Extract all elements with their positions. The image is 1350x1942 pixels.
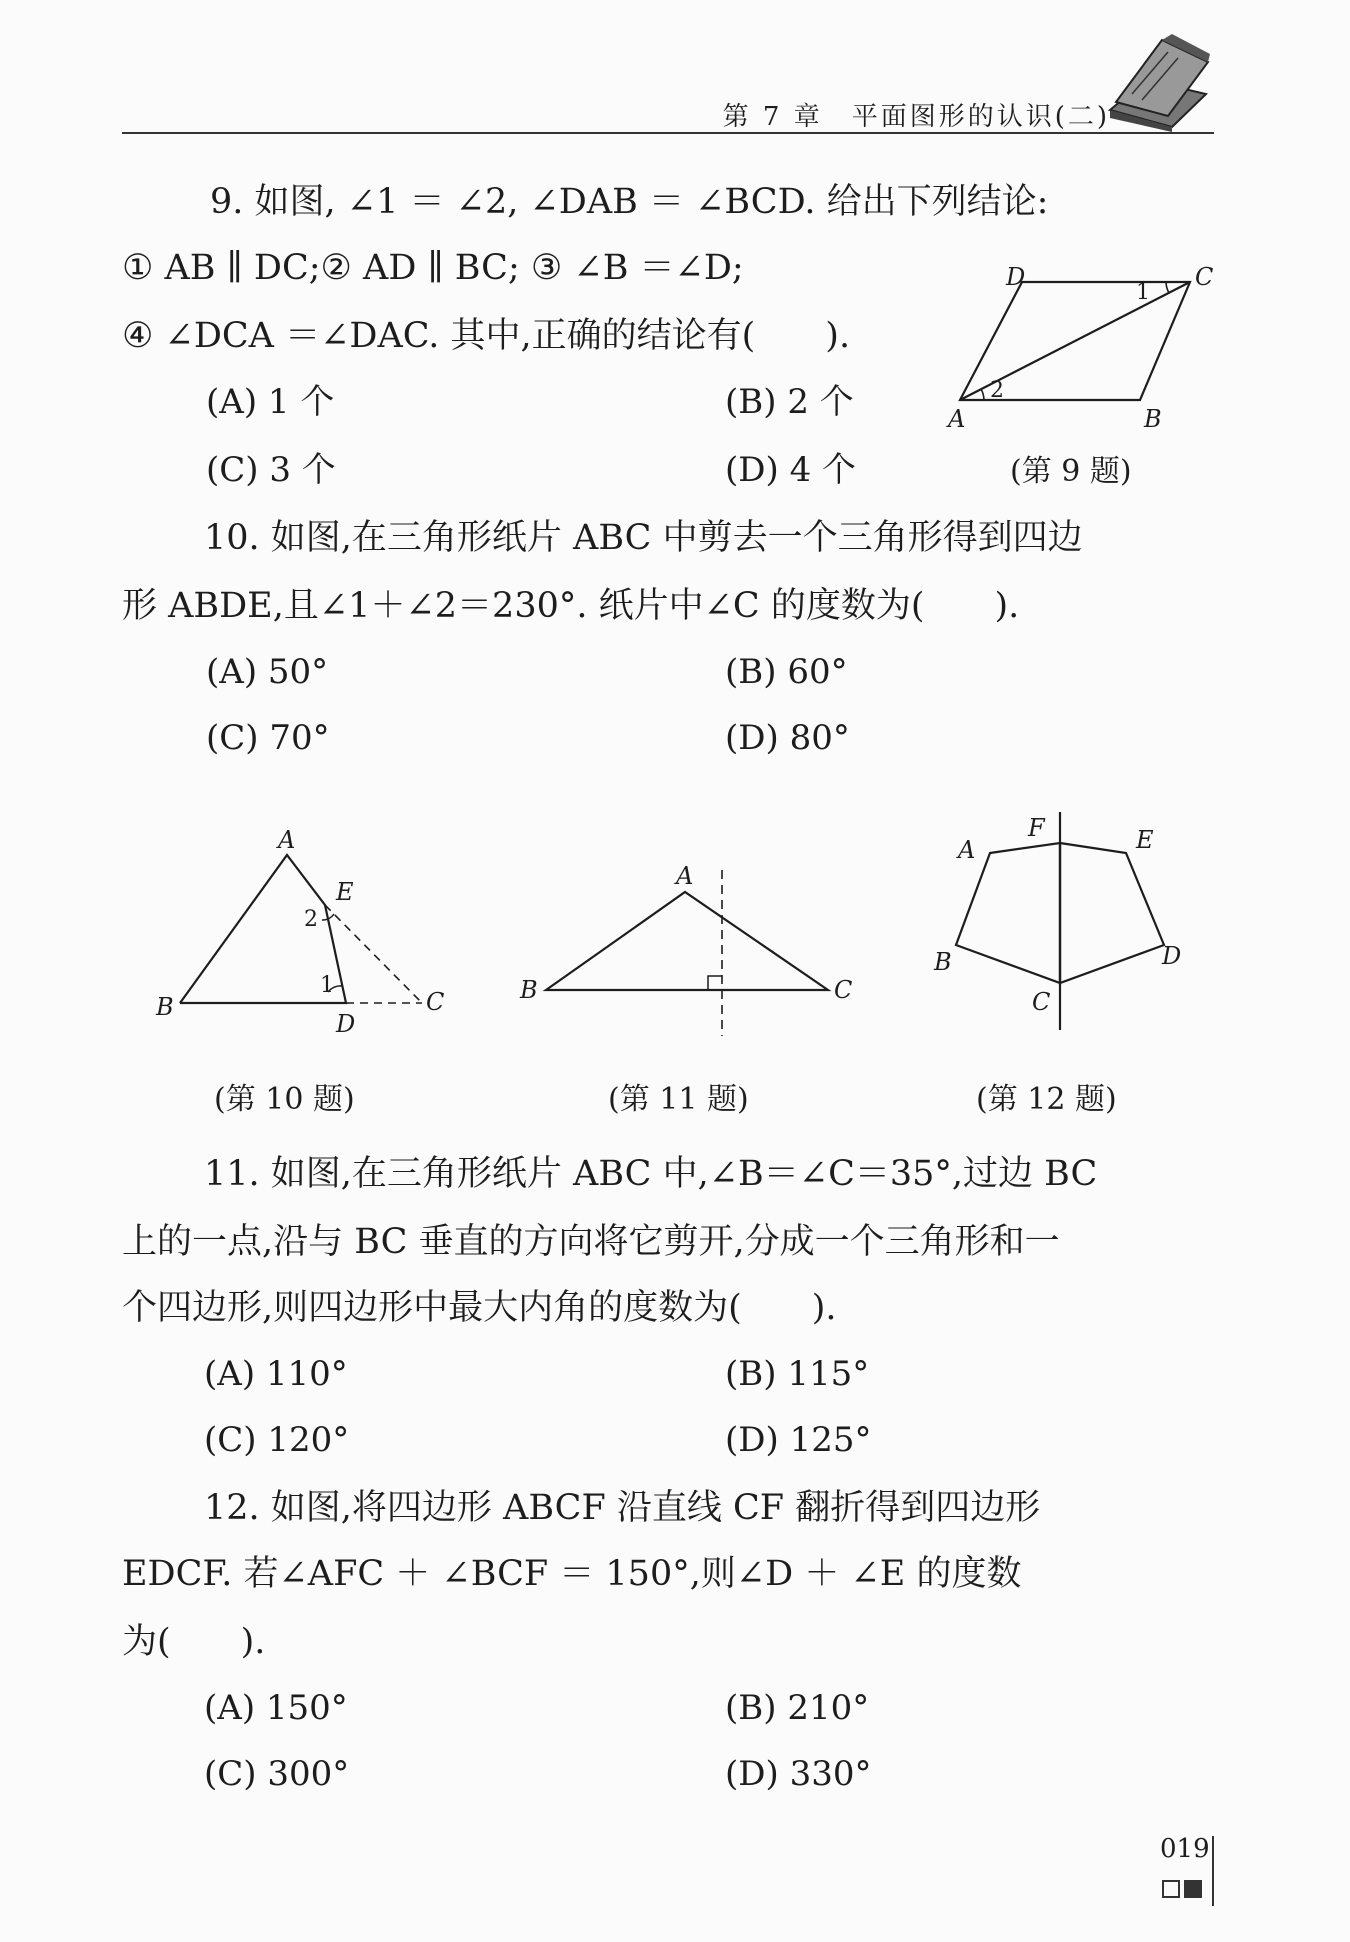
fig10-label-e: E <box>336 878 354 906</box>
q11-figure-caption: (第 11 题) <box>608 1082 749 1117</box>
book-icon <box>1102 32 1212 132</box>
q12-option-a: (A) 150° <box>204 1688 348 1728</box>
fig9-label-a: A <box>948 405 966 433</box>
fig10-angle-2: 2 <box>304 907 318 932</box>
q10-option-c: (C) 70° <box>206 718 330 758</box>
fig11-label-a: A <box>676 862 694 890</box>
fig12-label-a: A <box>958 836 976 864</box>
q11-line2: 上的一点,沿与 BC 垂直的方向将它剪开,分成一个三角形和一 <box>122 1222 1060 1262</box>
q12-line2: EDCF. 若∠AFC ＋ ∠BCF ＝ 150°,则∠D ＋ ∠E 的度数 <box>122 1554 1022 1594</box>
q9-option-c: (C) 3 个 <box>206 450 336 490</box>
q10-line1: 10. 如图,在三角形纸片 ABC 中剪去一个三角形得到四边 <box>204 518 1083 558</box>
q9-line3: ④ ∠DCA ＝∠DAC. 其中,正确的结论有( ). <box>122 316 851 356</box>
q11-option-d: (D) 125° <box>725 1420 872 1460</box>
fig10-label-c: C <box>426 988 445 1016</box>
fig9-label-d: D <box>1006 263 1026 291</box>
q11-line1: 11. 如图,在三角形纸片 ABC 中,∠B＝∠C＝35°,过边 BC <box>204 1154 1098 1194</box>
q9-line2: ① AB ∥ DC;② AD ∥ BC; ③ ∠B ＝∠D; <box>122 248 744 288</box>
q11-option-a: (A) 110° <box>204 1354 348 1394</box>
q12-option-b: (B) 210° <box>725 1688 870 1728</box>
figure-q9-parallelogram <box>940 255 1230 435</box>
page-number-rule <box>1212 1836 1214 1906</box>
q12-line1: 12. 如图,将四边形 ABCF 沿直线 CF 翻折得到四边形 <box>204 1488 1041 1528</box>
figure-q10-cut-triangle <box>150 820 460 1040</box>
q9-option-b: (B) 2 个 <box>725 382 854 422</box>
q12-option-d: (D) 330° <box>725 1754 872 1794</box>
fig9-label-c: C <box>1195 263 1214 291</box>
q10-line2: 形 ABDE,且∠1＋∠2＝230°. 纸片中∠C 的度数为( ). <box>122 586 1020 626</box>
q12-line3: 为( ). <box>122 1622 266 1662</box>
fig12-label-d: D <box>1162 942 1182 970</box>
q12-figure-caption: (第 12 题) <box>976 1082 1117 1117</box>
q10-option-a: (A) 50° <box>206 652 329 692</box>
fig11-label-b: B <box>520 976 538 1004</box>
fig9-angle-1: 1 <box>1136 280 1150 305</box>
figure-q12-folded-quadrilateral <box>920 800 1200 1040</box>
fig12-label-e: E <box>1136 826 1154 854</box>
q9-figure-caption: (第 9 题) <box>1010 454 1132 489</box>
q10-figure-caption: (第 10 题) <box>214 1082 355 1117</box>
figure-q11-cut-triangle <box>510 850 870 1040</box>
fig11-label-c: C <box>834 976 853 1004</box>
fig10-label-b: B <box>156 993 174 1021</box>
fig12-label-b: B <box>934 948 952 976</box>
chapter-header: 第 7 章 平面图形的认识(二) <box>722 102 1110 132</box>
fig12-label-c: C <box>1032 988 1051 1016</box>
q9-line1: 9. 如图, ∠1 ＝ ∠2, ∠DAB ＝ ∠BCD. 给出下列结论: <box>210 182 1049 222</box>
q10-option-b: (B) 60° <box>725 652 848 692</box>
header-rule <box>122 132 1214 134</box>
fig10-label-a: A <box>278 826 296 854</box>
q9-option-a: (A) 1 个 <box>206 382 335 422</box>
filled-square-icon <box>1184 1880 1202 1898</box>
q12-option-c: (C) 300° <box>204 1754 350 1794</box>
q10-option-d: (D) 80° <box>725 718 850 758</box>
q11-option-b: (B) 115° <box>725 1354 870 1394</box>
fig9-angle-2: 2 <box>990 378 1004 403</box>
q9-option-d: (D) 4 个 <box>725 450 857 490</box>
q11-option-c: (C) 120° <box>204 1420 350 1460</box>
fig10-angle-1: 1 <box>320 973 334 998</box>
fig9-label-b: B <box>1144 405 1162 433</box>
fig10-label-d: D <box>336 1010 356 1038</box>
q11-line3: 个四边形,则四边形中最大内角的度数为( ). <box>122 1288 837 1328</box>
fig12-label-f: F <box>1028 814 1045 842</box>
page-number: 019 <box>1160 1834 1210 1864</box>
outline-square-icon <box>1162 1880 1180 1898</box>
